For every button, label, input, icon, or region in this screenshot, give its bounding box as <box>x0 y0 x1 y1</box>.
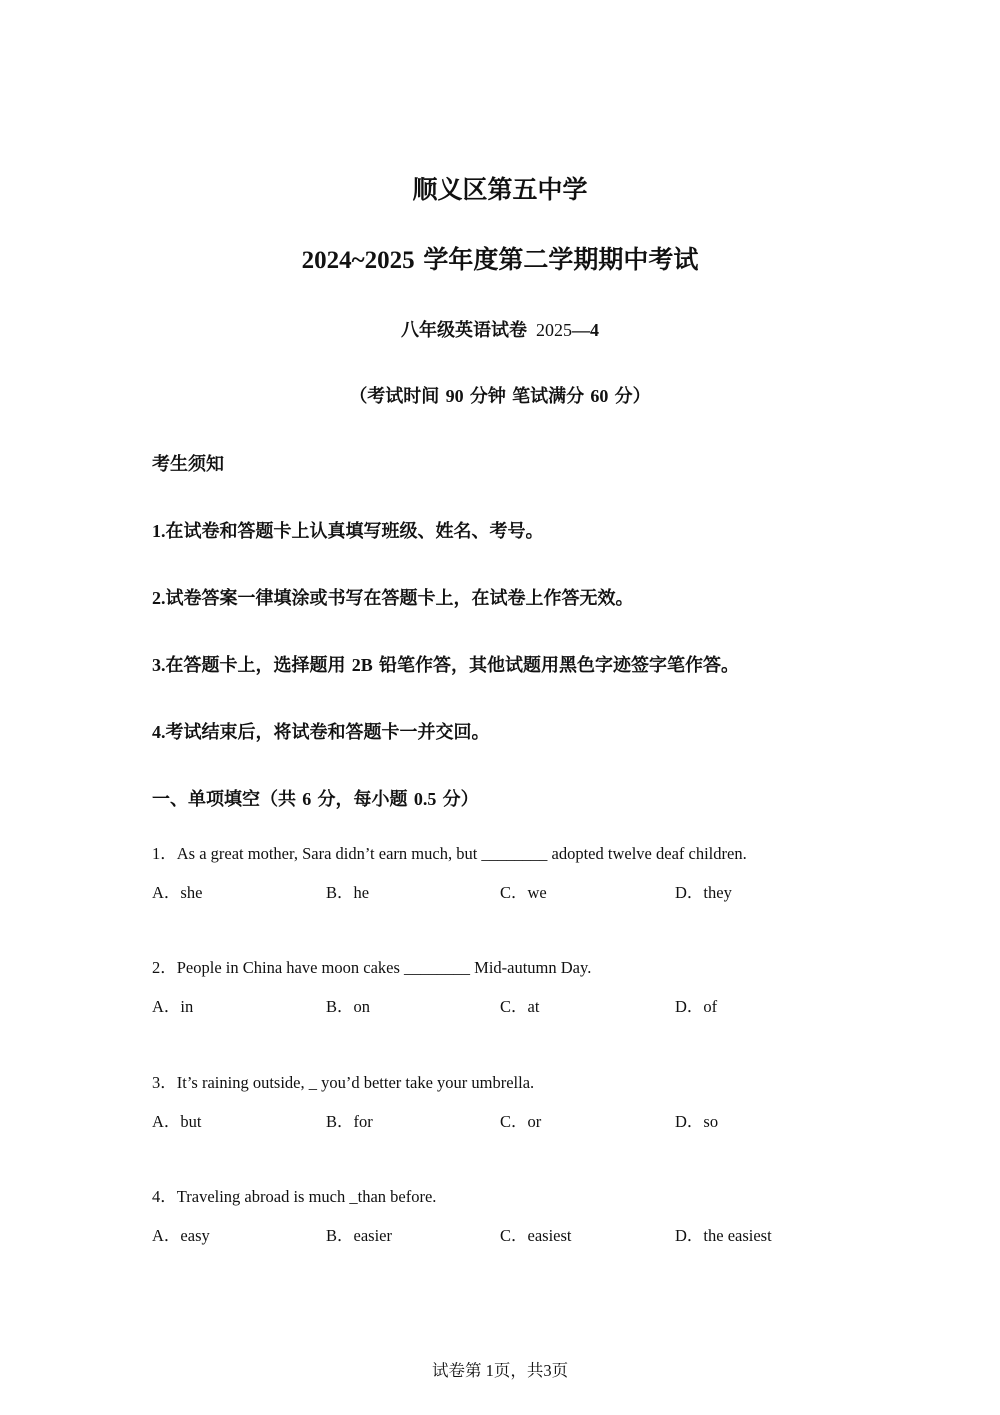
exam-info <box>0 382 1000 408</box>
option-c: C．or <box>500 1112 542 1131</box>
option-d: D．they <box>675 883 732 902</box>
option-b: B．for <box>326 1112 373 1131</box>
exam-info-mid: 分钟 笔试满分 <box>463 386 591 407</box>
notice-item-text: 在试卷和答题卡上认真填写班级、姓名、考号。 <box>165 521 544 542</box>
notice-item-number: 3. <box>152 655 166 675</box>
exam-title-year: 2024~2025 <box>301 247 415 274</box>
option-a: A．easy <box>152 1226 210 1245</box>
exam-info-open: （考试时间 <box>349 386 446 407</box>
section-total-score: 6 <box>302 789 312 809</box>
option-d: D．so <box>675 1112 719 1131</box>
paper-subtitle <box>0 316 1000 342</box>
question-stem: 4．Traveling abroad is much _than before. <box>152 1187 437 1206</box>
paper-month: —4 <box>572 320 599 340</box>
school-title: 顺义区第五中学 <box>412 175 588 204</box>
exam-info-close: 分） <box>608 386 651 407</box>
paper-name: 八年级英语试卷 <box>401 320 527 341</box>
option-a: A．she <box>152 883 203 902</box>
section-heading <box>152 785 479 811</box>
notice-item-2 <box>152 584 634 610</box>
notice-item-text: 考试结束后，将试卷和答题卡一并交回。 <box>165 722 490 743</box>
option-c: C．at <box>500 997 540 1016</box>
option-b: B．on <box>326 997 371 1016</box>
option-d: D．the easiest <box>675 1226 772 1245</box>
option-a: A．but <box>152 1112 202 1131</box>
page-footer: 试卷第 1页，共3页 <box>431 1361 569 1380</box>
section-item-score: 0.5 <box>413 789 437 809</box>
option-c: C．we <box>500 883 547 902</box>
option-b: B．he <box>326 883 370 902</box>
notice-item-text: 在答题卡上，选择题用 <box>165 655 352 676</box>
notice-item-1 <box>152 517 544 543</box>
exam-title-term: 学年度第二学期期中考试 <box>414 245 699 274</box>
notice-item-4 <box>152 718 490 744</box>
option-d: D．of <box>675 997 718 1016</box>
notice-item-text: 铅笔作答，其他试题用黑色字迹签字笔作答。 <box>372 655 740 676</box>
notice-item-number: 1. <box>152 521 166 541</box>
option-c: C．easiest <box>500 1226 572 1245</box>
notice-item-text: 试卷答案一律填涂或书写在答题卡上，在试卷上作答无效。 <box>165 588 634 609</box>
option-b: B．easier <box>326 1226 392 1245</box>
notice-title: 考生须知 <box>152 454 224 475</box>
exam-title <box>0 240 1000 276</box>
question-stem: 1．As a great mother, Sara didn’t earn much, but ________ adopted twelve deaf children. <box>152 844 747 863</box>
option-a: A．in <box>152 997 194 1016</box>
section-heading-text: 分） <box>436 789 479 810</box>
exam-full-score: 60 <box>590 386 609 406</box>
notice-item-number: 2. <box>152 588 166 608</box>
paper-year: 2025 <box>536 320 572 340</box>
question-stem: 3．It’s raining outside, _ you’d better take your umbrella. <box>152 1073 535 1092</box>
pencil-grade: 2B <box>351 655 373 675</box>
section-heading-text: 一、单项填空（共 <box>152 789 303 810</box>
notice-item-3 <box>152 651 739 677</box>
notice-item-number: 4. <box>152 722 166 742</box>
question-stem: 2．People in China have moon cakes ________ Mid-autumn Day. <box>152 958 592 977</box>
section-heading-text: 分，每小题 <box>311 789 414 810</box>
exam-time: 90 <box>445 386 464 406</box>
